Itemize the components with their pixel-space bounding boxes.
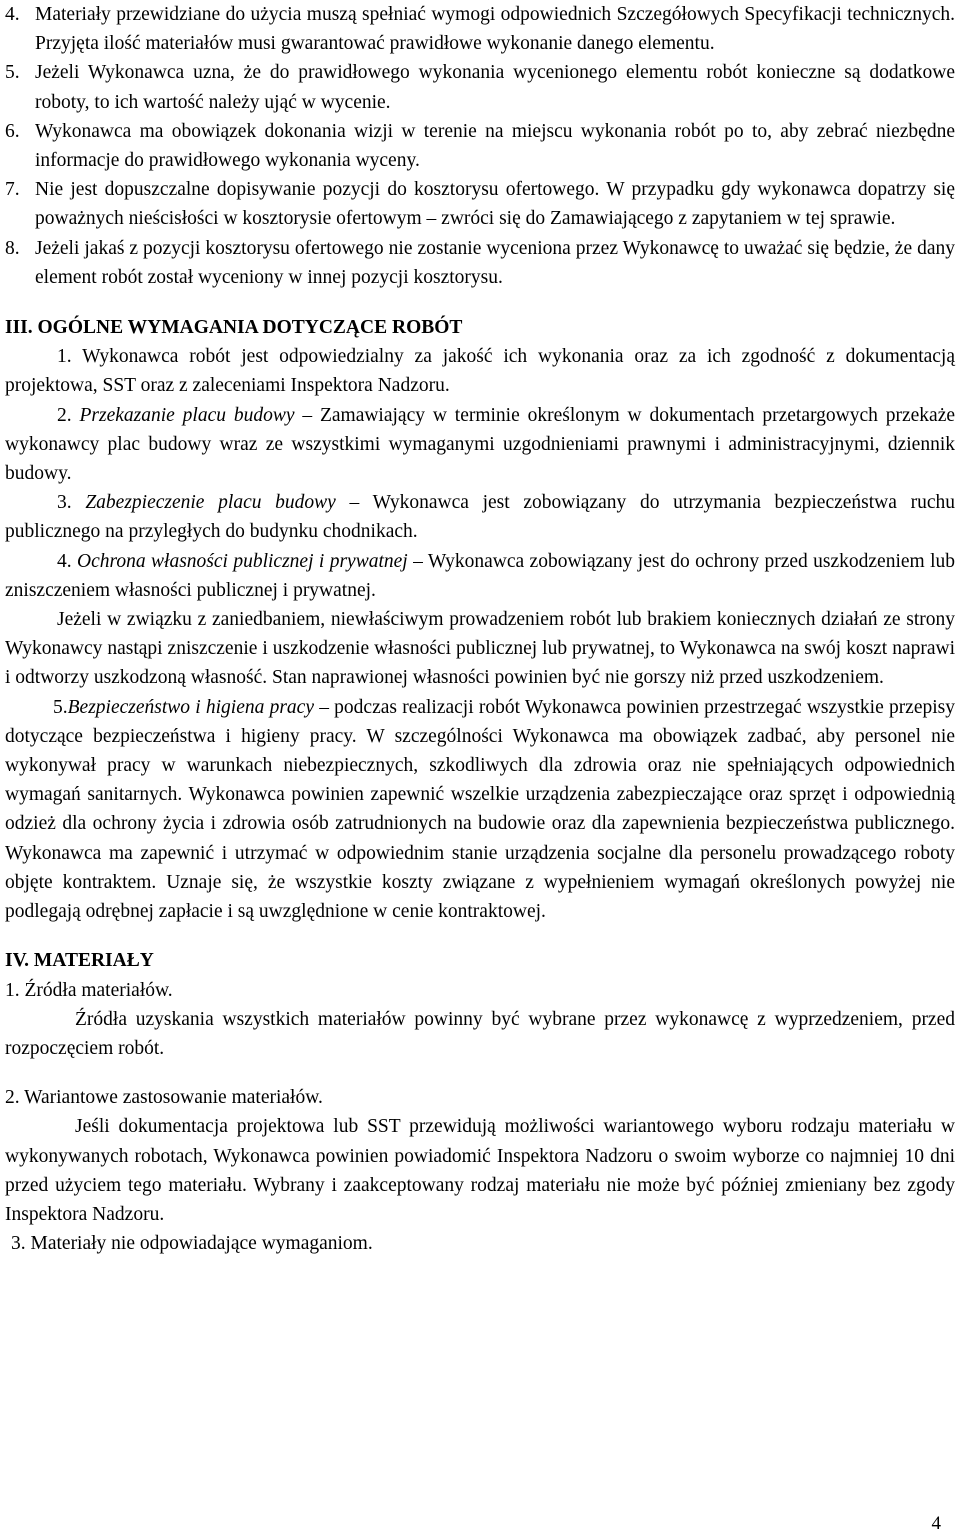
paragraph-number: 5. bbox=[53, 696, 68, 718]
paragraph-number: 3. bbox=[57, 492, 72, 514]
paragraph-text: – Wykonawca jest zobowiązany do utrzymania bezpieczeństwa ruchu publicznego na przyległych do budynku chodnikach. bbox=[5, 492, 955, 543]
paragraph-iii-4 bbox=[5, 547, 955, 605]
list-item-text: Jeżeli jakaś z pozycji kosztorysu ofertowego nie zostanie wyceniona przez Wykonawcę to uważać się będzie, że dany element robót został wyceniony w innej pozycji kosztorysu. bbox=[35, 237, 955, 288]
paragraph-iii-2 bbox=[5, 401, 955, 489]
paragraph-title: Przekazanie placu budowy bbox=[79, 404, 295, 426]
list-item-text: Jeżeli Wykonawca uzna, że do prawidłowego wykonania wycenionego elementu robót konieczne są dodatkowe roboty, to ich wartość należy ująć w wycenie. bbox=[35, 62, 955, 113]
subsection-title-2: 2. Wariantowe zastosowanie materiałów. bbox=[5, 1087, 323, 1109]
paragraph-iii-3 bbox=[5, 488, 955, 546]
paragraph-iii-4b: Jeżeli w związku z zaniedbaniem, niewłaściwym prowadzeniem robót lub brakiem koniecznych działań ze strony Wykonawcy nastąpi zniszczenie i uszkodzenie własności publicznej lub prywatnej, to Wykonawca na swój koszt naprawi i odtworzy uszkodzoną własność. Stan naprawionej własności powinien być nie gorszy niż przed uszkodzeniem. bbox=[5, 609, 955, 689]
paragraph-text: – podczas realizacji robót Wykonawca powinien przestrzegać wszystkie przepisy dotyczące bezpieczeństwa i higieny pracy. W szczególności Wykonawca ma obowiązek zadbać, aby personel nie wykonywał pracy w warunkach niebezpiecznych, szkodliwych dla zdrowia oraz nie spełniających odpowiednich wymagań sanitarnych. Wykonawca powinien zapewnić wszelkie urządzenia zabezpieczające oraz sprzęt i odpowiednią odzież dla ochrony życia i zdrowia osób zatrudnionych na budowie oraz dla zapewnienia bezpieczeństwa publicznego. Wykonawca ma zapewnić i utrzymać w odpowiednim stanie urządzenia socjalne dla personelu prowadzącego roboty objęte kontraktem. Uznaje się, że wszystkie koszty związane z wypełnieniem wymagań określonych powyżej nie podlegają odrębnej zapłacie i są uwzględnione w cenie kontraktowej. bbox=[5, 696, 955, 923]
list-item-text: Materiały przewidziane do użycia muszą spełniać wymogi odpowiednich Szczegółowych Specyfikacji technicznych. Przyjęta ilość materiałów musi gwarantować prawidłowe wykonanie danego elementu. bbox=[35, 4, 955, 55]
paragraph-title: Zabezpieczenie placu budowy bbox=[85, 492, 336, 514]
list-item-number: 7. bbox=[5, 179, 20, 201]
list-item-number: 8. bbox=[5, 237, 20, 259]
subsection-title-1: 1. Źródła materiałów. bbox=[5, 979, 173, 1001]
paragraph-iii-1: 1. Wykonawca robót jest odpowiedzialny za jakość ich wykonania oraz za ich zgodność z dokumentacją projektowa, SST oraz z zaleceniami Inspektora Nadzoru. bbox=[5, 346, 955, 397]
section-heading-iv: IV. MATERIAŁY bbox=[5, 950, 154, 972]
paragraph-iii-5 bbox=[5, 693, 955, 927]
paragraph-number: 4. bbox=[57, 550, 72, 572]
list-item bbox=[5, 234, 955, 292]
list-item-number: 5. bbox=[5, 62, 20, 84]
list-item bbox=[5, 175, 955, 233]
paragraph-text: – Zamawiający w terminie określonym w dokumentach przetargowych przekaże wykonawcy plac budowy wraz ze wszystkimi wymaganymi uzgodnieniami prawnymi i administracyjnymi, dziennik budowy. bbox=[5, 404, 956, 485]
list-item-number: 4. bbox=[5, 4, 20, 25]
paragraph-number: 2. bbox=[57, 404, 72, 426]
list-item bbox=[5, 58, 955, 116]
list-item-text: Wykonawca ma obowiązek dokonania wizji w terenie na miejscu wykonania robót po to, aby zebrać niezbędne informacje do prawidłowego wykonania wyceny. bbox=[35, 120, 955, 172]
list-item-text: Nie jest dopuszczalne dopisywanie pozycji do kosztorysu ofertowego. W przypadku gdy wykonawca dopatrzy się poważnych nieścisłości w kosztorysie ofertowym – zwróci się do Zamawiającego z zapytaniem w tej sprawie. bbox=[35, 179, 955, 230]
list-item bbox=[5, 117, 955, 175]
list-item-number: 6. bbox=[5, 120, 20, 142]
paragraph-iv-2: Jeśli dokumentacja projektowa lub SST przewidują możliwości wariantowego wyboru rodzaju materiału w wykonywanych robotach, Wykonawca powinien powiadomić Inspektora Nadzoru o swoim wyborze co najmniej 10 dni przed użyciem tego materiału. Wybrany i zaakceptowany rodzaj materiału nie może być później zmieniany bez zgody Inspektora Nadzoru. bbox=[5, 1116, 955, 1225]
document-page bbox=[5, 0, 955, 1258]
paragraph-title: Ochrona własności publicznej i prywatnej bbox=[77, 550, 408, 572]
list-item bbox=[5, 0, 955, 58]
page-number: 4 bbox=[931, 1513, 941, 1534]
subsection-title-3: 3. Materiały nie odpowiadające wymaganiom. bbox=[11, 1233, 373, 1255]
section-heading-iii: III. OGÓLNE WYMAGANIA DOTYCZĄCE ROBÓT bbox=[5, 317, 463, 339]
paragraph-iv-1: Źródła uzyskania wszystkich materiałów powinny być wybrane przez wykonawcę z wyprzedzeniem, przed rozpoczęciem robót. bbox=[5, 1008, 955, 1059]
paragraph-text: – Wykonawca zobowiązany jest do ochrony przed uszkodzeniem lub zniszczeniem własności publicznej i prywatnej. bbox=[5, 550, 956, 601]
paragraph-title: Bezpieczeństwo i higiena pracy bbox=[67, 696, 314, 718]
numbered-list bbox=[5, 0, 955, 292]
